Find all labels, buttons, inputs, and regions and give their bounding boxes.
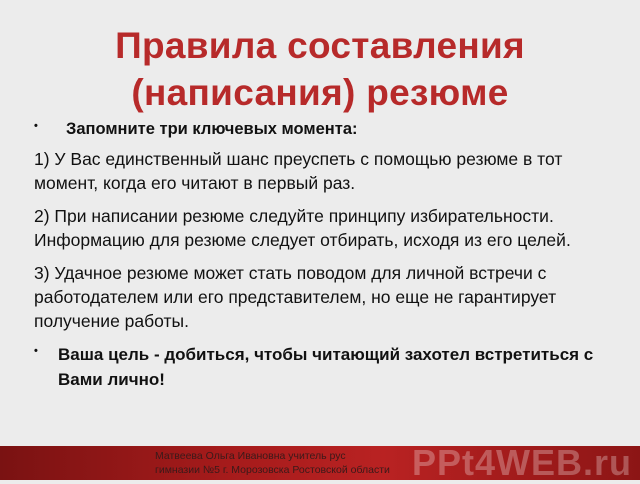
footer-bar [0, 442, 640, 483]
footer-author-line2: гимназии №5 г. Морозовска Ростовской области [155, 464, 390, 476]
slide-body [34, 117, 614, 398]
goal-bullet-text: Ваша цель - добиться, чтобы читающий захотел встретиться с Вами лично! [58, 345, 594, 389]
footer-author-line1: Матвеева Ольга Ивановна учитель рус [155, 450, 346, 462]
point-3: 3) Удачное резюме может стать поводом для личной встречи с работодателем или его представителем, но еще не гарантирует получение работы. [34, 263, 557, 331]
bullet-icon: • [34, 120, 38, 132]
slide-title-line2: (написания) резюме [131, 72, 509, 113]
slide-title-line1: Правила составления [115, 25, 525, 66]
intro-bullet [34, 117, 614, 141]
intro-bullet-text: Запомните три ключевых момента: [66, 120, 358, 138]
bullet-icon: • [34, 345, 38, 357]
point-1: 1) У Вас единственный шанс преуспеть с помощью резюме в тот момент, когда его читают в первый раз. [34, 149, 563, 193]
goal-bullet [34, 342, 614, 392]
watermark-logo: PPt4WEB.ru [411, 442, 632, 483]
footer-author [155, 449, 390, 477]
point-2: 2) При написании резюме следуйте принципу избирательности. Информацию для резюме следует отбирать, исходя из его целей. [34, 206, 571, 250]
slide-title [0, 22, 640, 116]
